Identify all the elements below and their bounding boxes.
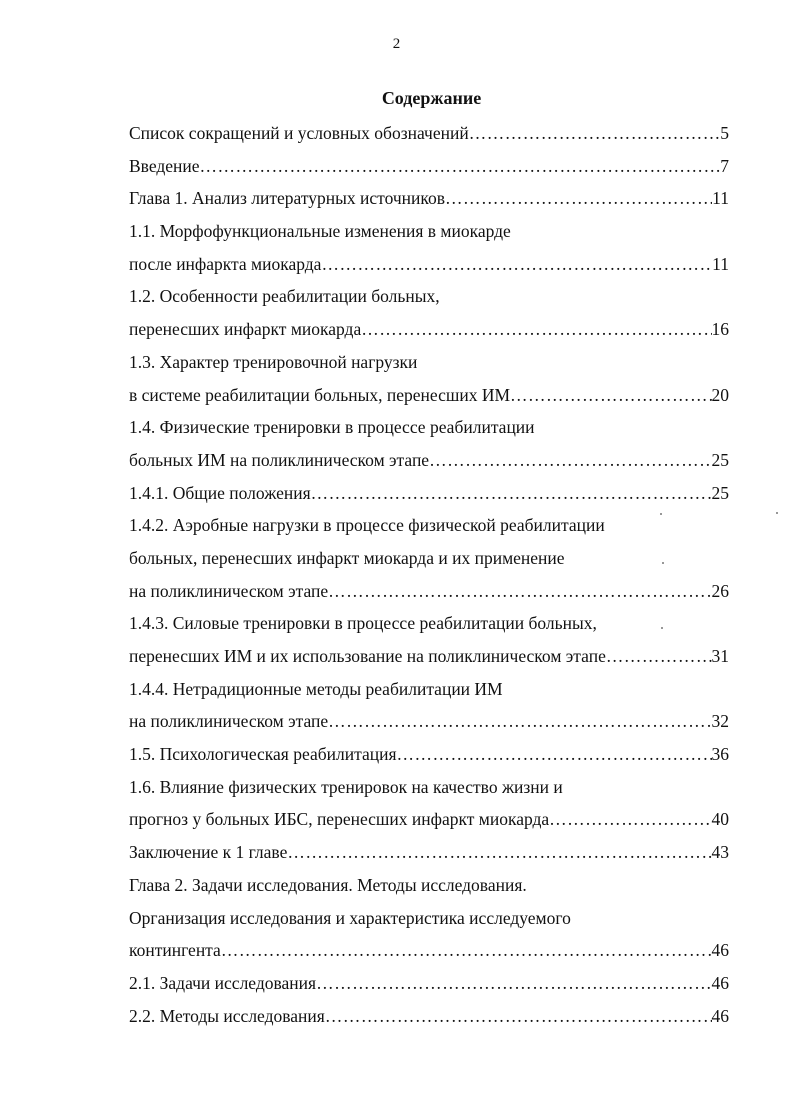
toc-entry-text: 1.1. Морфофункциональные изменения в миокарде <box>129 221 511 242</box>
dot-leader <box>549 803 711 836</box>
page-number: 2 <box>392 36 401 52</box>
toc-entry <box>129 379 729 412</box>
toc-entry-text: больных, перенесших инфаркт миокарда и их применение <box>129 547 565 568</box>
toc-entry <box>129 477 729 510</box>
toc-entry <box>129 673 729 706</box>
toc-entry <box>129 509 729 542</box>
toc-entry <box>129 248 729 281</box>
toc-entry <box>129 117 729 150</box>
toc-entry <box>129 869 729 902</box>
toc-entry-page: 36 <box>711 744 729 765</box>
toc-entry <box>129 182 729 215</box>
dot-leader <box>510 379 711 412</box>
toc-entry-text: в системе реабилитации больных, перенесших ИМ <box>129 384 511 405</box>
toc-entry <box>129 771 729 804</box>
dot-leader <box>321 248 712 281</box>
toc-entry-page: 25 <box>711 449 729 470</box>
dot-leader <box>328 705 711 738</box>
toc-entry-text: 1.4.2. Аэробные нагрузки в процессе физической реабилитации <box>129 515 605 536</box>
toc-entry-text: Организация исследования и характеристика исследуемого <box>129 907 571 928</box>
toc-entry-text: 2.2. Методы исследования <box>129 1005 325 1026</box>
toc-entry-page: 25 <box>711 482 729 503</box>
toc-entry-text: 1.5. Психологическая реабилитация <box>129 744 397 765</box>
toc-entry-page: 11 <box>712 188 729 209</box>
toc-entry <box>129 1000 729 1033</box>
toc-entry <box>129 836 729 869</box>
toc-entry-text: Заключение к 1 главе <box>129 842 288 863</box>
toc-entry-text: прогноз у больных ИБС, перенесших инфаркт миокарда <box>129 809 550 830</box>
toc-entry-text: Глава 1. Анализ литературных источников <box>129 188 446 209</box>
dot-leader <box>325 1000 712 1033</box>
toc-entry-text: 1.4. Физические тренировки в процессе реабилитации <box>129 417 535 438</box>
toc-entry-text: Введение <box>129 155 200 176</box>
dot-leader <box>200 150 721 183</box>
toc-entry-text: 1.2. Особенности реабилитации больных, <box>129 286 440 307</box>
toc-entry-page: 32 <box>711 711 729 732</box>
toc-entry-page: 46 <box>711 972 729 993</box>
toc-entry-text: 2.1. Задачи исследования <box>129 972 317 993</box>
toc-entry-text: Список сокращений и условных обозначений <box>129 123 469 143</box>
toc-entry-page: 20 <box>711 384 729 405</box>
toc-entry-page: 46 <box>711 940 729 961</box>
toc-entry-text: перенесших ИМ и их использование на поликлиническом этапе <box>129 646 606 666</box>
toc-entry <box>129 280 729 313</box>
toc-entry <box>129 738 729 771</box>
table-of-contents <box>129 117 729 1032</box>
toc-entry-text: после инфаркта миокарда <box>129 253 322 274</box>
toc-entry <box>129 640 729 673</box>
toc-entry-text: 1.3. Характер тренировочной нагрузки <box>129 351 418 372</box>
dot-leader <box>469 117 721 150</box>
toc-entry <box>129 967 729 1000</box>
toc-entry <box>129 934 729 967</box>
toc-entry-page: 26 <box>711 580 729 601</box>
toc-entry-page: 31 <box>711 646 729 666</box>
toc-entry <box>129 444 729 477</box>
toc-entry-text: 1.6. Влияние физических тренировок на качество жизни и <box>129 776 563 797</box>
toc-entry <box>129 346 729 379</box>
toc-entry <box>129 902 729 935</box>
dot-leader <box>287 836 711 869</box>
toc-entry-text: больных ИМ на поликлиническом этапе <box>129 449 430 470</box>
toc-entry-text: 1.4.1. Общие положения <box>129 482 311 503</box>
toc-entry-text: на поликлиническом этапе <box>129 580 329 601</box>
dot-leader <box>445 182 712 215</box>
toc-entry-text: 1.4.4. Нетрадиционные методы реабилитации ИМ <box>129 678 503 699</box>
toc-entry-page: 43 <box>711 842 729 863</box>
toc-title: Содержание <box>381 88 482 108</box>
dot-leader <box>316 967 711 1000</box>
dot-leader <box>311 477 712 510</box>
toc-entry <box>129 150 729 183</box>
toc-entry <box>129 542 729 575</box>
toc-entry <box>129 411 729 444</box>
dot-leader <box>397 738 712 771</box>
toc-entry <box>129 575 729 608</box>
toc-entry <box>129 803 729 836</box>
dot-leader <box>361 313 711 346</box>
toc-entry-text: на поликлиническом этапе <box>129 711 329 732</box>
dot-leader <box>606 640 712 673</box>
toc-entry-page: 5 <box>720 123 729 143</box>
toc-entry <box>129 607 729 640</box>
scan-speck <box>776 512 778 514</box>
toc-entry <box>129 705 729 738</box>
scan-speck <box>660 513 662 515</box>
toc-entry <box>129 313 729 346</box>
dot-leader <box>221 934 712 967</box>
scan-speck <box>661 627 663 629</box>
toc-entry-page: 11 <box>712 253 729 274</box>
toc-entry <box>129 215 729 248</box>
toc-entry-text: 1.4.3. Силовые тренировки в процессе реабилитации больных, <box>129 613 597 634</box>
toc-entry-page: 46 <box>711 1005 729 1026</box>
toc-entry-page: 40 <box>711 809 729 830</box>
toc-entry-text: Глава 2. Задачи исследования. Методы исследования. <box>129 874 527 895</box>
dot-leader <box>429 444 711 477</box>
scan-speck <box>662 562 664 564</box>
toc-entry-page: 16 <box>711 319 729 340</box>
toc-entry-page: 7 <box>720 155 729 176</box>
dot-leader <box>328 575 711 608</box>
toc-entry-text: контингента <box>129 940 221 961</box>
toc-entry-text: перенесших инфаркт миокарда <box>129 319 362 340</box>
